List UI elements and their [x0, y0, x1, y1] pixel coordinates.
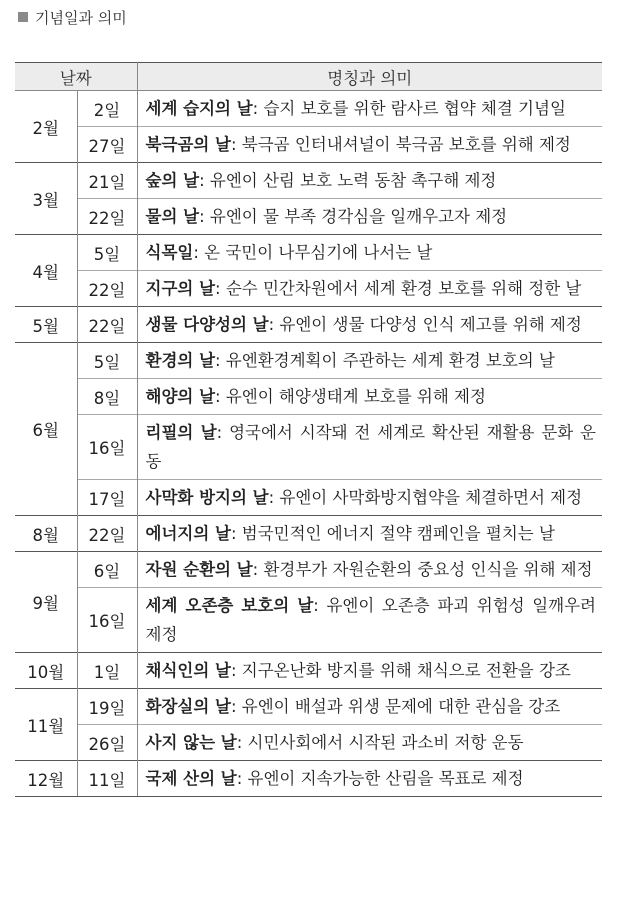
- day-cell: 19일: [77, 689, 137, 725]
- day-cell: 6일: [77, 552, 137, 588]
- description-cell: [137, 653, 602, 689]
- description-cell: [137, 516, 602, 552]
- table-row: [15, 725, 602, 761]
- day-cell: 26일: [77, 725, 137, 761]
- memorial-day-meaning: : 유엔이 해양생태계 보호를 위해 제정: [215, 387, 486, 406]
- day-cell: 22일: [77, 271, 137, 307]
- day-cell: 11일: [77, 761, 137, 797]
- memorial-day-meaning: : 유엔이 지속가능한 산림을 목표로 제정: [236, 769, 524, 788]
- memorial-day-name: 생물 다양성의 날: [145, 315, 269, 334]
- memorial-day-meaning: : 영국에서 시작돼 전 세계로 확산된 재활용 문화 운동: [145, 423, 596, 471]
- memorial-day-meaning: : 온 국민이 나무심기에 나서는 날: [193, 243, 433, 262]
- memorial-day-name: 숲의 날: [145, 171, 200, 190]
- table-row: [15, 552, 602, 588]
- day-cell: 16일: [77, 415, 137, 480]
- day-cell: 21일: [77, 163, 137, 199]
- memorial-day-name: 북극곰의 날: [145, 135, 231, 154]
- month-cell: 6월: [15, 343, 77, 516]
- memorial-day-meaning: : 유엔이 사막화방지협약을 체결하면서 제정: [268, 488, 583, 507]
- memorial-day-meaning: : 북극곰 인터내셔널이 북극곰 보호를 위해 제정: [230, 135, 571, 154]
- memorial-day-name: 세계 습지의 날: [145, 99, 253, 118]
- month-cell: 4월: [15, 235, 77, 307]
- month-cell: 5월: [15, 307, 77, 343]
- memorial-day-meaning: : 유엔이 산림 보호 노력 동참 촉구해 제정: [199, 171, 497, 190]
- memorial-day-name: 채식인의 날: [145, 661, 231, 680]
- day-cell: 8일: [77, 379, 137, 415]
- memorial-day-meaning: : 유엔이 생물 다양성 인식 제고를 위해 제정: [268, 315, 582, 334]
- table-row: [15, 271, 602, 307]
- month-cell: 11월: [15, 689, 77, 761]
- description-cell: [137, 199, 602, 235]
- description-cell: [137, 127, 602, 163]
- memorial-day-name: 국제 산의 날: [145, 769, 237, 788]
- day-cell: 5일: [77, 343, 137, 379]
- description-cell: [137, 725, 602, 761]
- memorial-day-meaning: : 유엔이 배설과 위생 문제에 대한 관심을 강조: [230, 697, 561, 716]
- table-body: [15, 91, 602, 797]
- day-cell: 27일: [77, 127, 137, 163]
- table-row: [15, 480, 602, 516]
- table-row: [15, 761, 602, 797]
- memorial-day-name: 환경의 날: [145, 351, 216, 370]
- table-header-row: [15, 63, 602, 91]
- memorial-day-meaning: : 순수 민간차원에서 세계 환경 보호를 위해 정한 날: [215, 279, 582, 298]
- memorial-day-meaning: : 습지 보호를 위한 람사르 협약 체결 기념일: [252, 99, 566, 118]
- memorial-day-name: 자원 순환의 날: [145, 560, 253, 579]
- memorial-day-meaning: : 범국민적인 에너지 절약 캠페인을 펼치는 날: [230, 524, 555, 543]
- description-cell: [137, 689, 602, 725]
- day-cell: 22일: [77, 199, 137, 235]
- description-cell: [137, 235, 602, 271]
- memorial-day-meaning: : 환경부가 자원순환의 중요성 인식을 위해 제정: [252, 560, 593, 579]
- table-row: [15, 653, 602, 689]
- description-cell: [137, 271, 602, 307]
- table-row: [15, 91, 602, 127]
- day-cell: 5일: [77, 235, 137, 271]
- memorial-day-meaning: : 시민사회에서 시작된 과소비 저항 운동: [236, 733, 524, 752]
- month-cell: 3월: [15, 163, 77, 235]
- header-meaning: 명칭과 의미: [137, 63, 602, 91]
- description-cell: [137, 761, 602, 797]
- month-cell: 8월: [15, 516, 77, 552]
- description-cell: [137, 307, 602, 343]
- table-row: [15, 415, 602, 480]
- memorial-day-meaning: : 지구온난화 방지를 위해 채식으로 전환을 강조: [230, 661, 571, 680]
- memorial-day-name: 사막화 방지의 날: [145, 488, 269, 507]
- description-cell: [137, 343, 602, 379]
- description-cell: [137, 163, 602, 199]
- description-cell: [137, 91, 602, 127]
- day-cell: 2일: [77, 91, 137, 127]
- day-cell: 1일: [77, 653, 137, 689]
- table-row: [15, 516, 602, 552]
- memorial-day-name: 사지 않는 날: [145, 733, 237, 752]
- day-cell: 16일: [77, 588, 137, 653]
- table-row: [15, 235, 602, 271]
- day-cell: 22일: [77, 307, 137, 343]
- month-cell: 12월: [15, 761, 77, 797]
- table-row: [15, 588, 602, 653]
- table-row: [15, 163, 602, 199]
- description-cell: [137, 379, 602, 415]
- memorial-day-meaning: : 유엔이 오존층 파괴 위험성 일깨우려 제정: [145, 596, 596, 644]
- description-cell: [137, 588, 602, 653]
- table-row: [15, 127, 602, 163]
- day-cell: 22일: [77, 516, 137, 552]
- month-cell: 9월: [15, 552, 77, 653]
- memorial-day-name: 물의 날: [145, 207, 200, 226]
- table-row: [15, 343, 602, 379]
- month-cell: 10월: [15, 653, 77, 689]
- table-row: [15, 199, 602, 235]
- description-cell: [137, 552, 602, 588]
- table-row: [15, 379, 602, 415]
- memorial-days-table: [15, 62, 602, 797]
- description-cell: [137, 480, 602, 516]
- memorial-day-name: 지구의 날: [145, 279, 216, 298]
- memorial-day-meaning: : 유엔이 물 부족 경각심을 일깨우고자 제정: [199, 207, 508, 226]
- memorial-day-name: 해양의 날: [145, 387, 216, 406]
- description-cell: [137, 415, 602, 480]
- memorial-day-name: 화장실의 날: [145, 697, 231, 716]
- section-heading-text: 기념일과 의미: [35, 8, 127, 27]
- table-row: [15, 689, 602, 725]
- month-cell: 2월: [15, 91, 77, 163]
- section-heading: [18, 6, 127, 28]
- table-row: [15, 307, 602, 343]
- memorial-day-name: 에너지의 날: [145, 524, 231, 543]
- header-date: 날짜: [15, 63, 137, 91]
- memorial-day-name: 리필의 날: [145, 423, 217, 442]
- memorial-day-name: 세계 오존층 보호의 날: [145, 596, 314, 615]
- memorial-day-name: 식목일: [145, 243, 194, 262]
- memorial-day-meaning: : 유엔환경계획이 주관하는 세계 환경 보호의 날: [215, 351, 555, 370]
- square-bullet-icon: [18, 12, 28, 22]
- day-cell: 17일: [77, 480, 137, 516]
